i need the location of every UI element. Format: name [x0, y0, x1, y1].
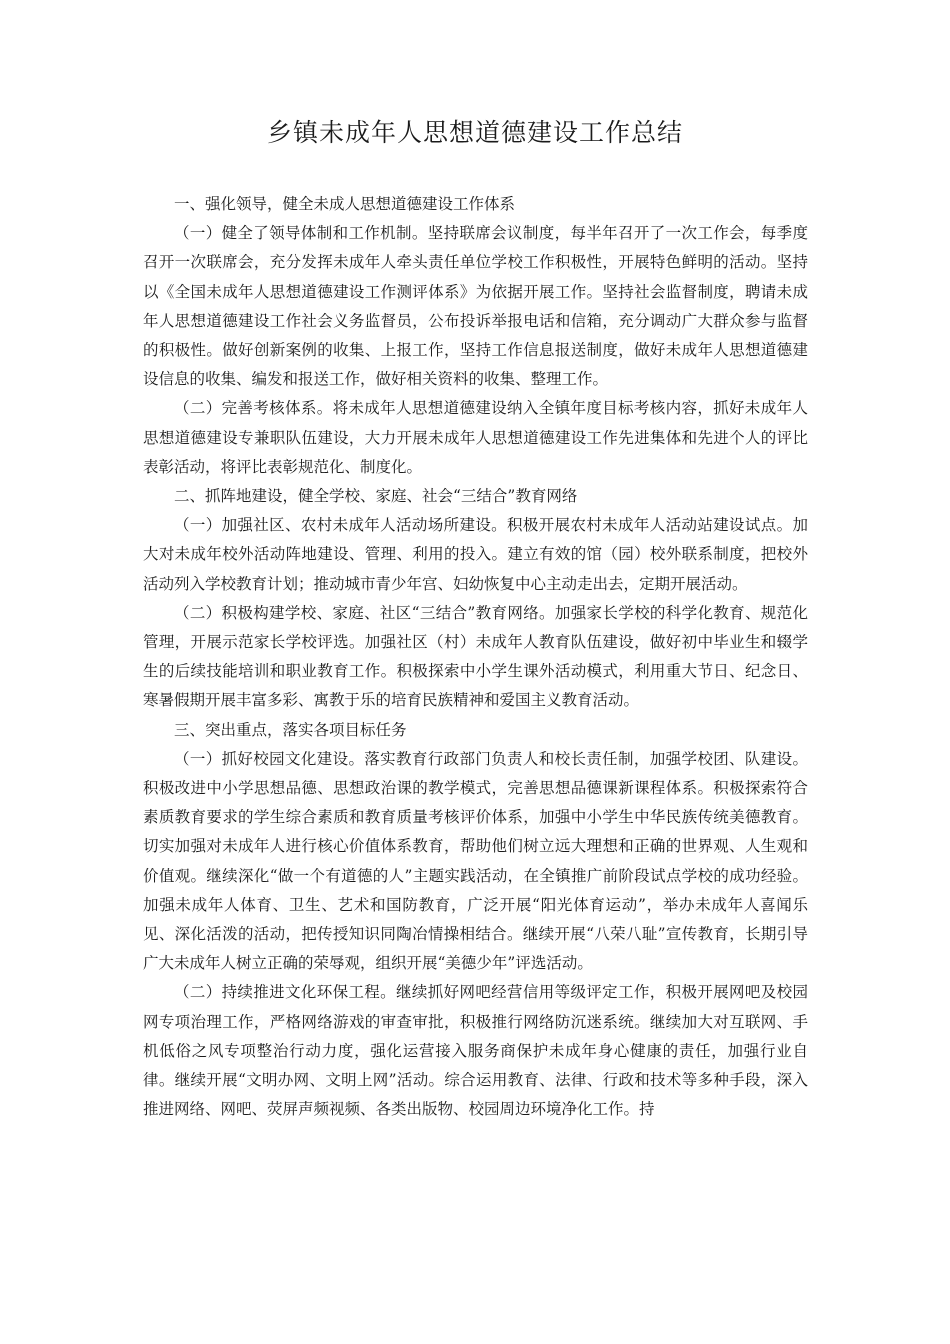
body-paragraph: （一）抓好校园文化建设。落实教育行政部门负责人和校长责任制，加强学校团、队建设。积极改进中小学思想品德、思想政治课的教学模式，完善思想品德课新课程体系。积极探索符合素质教育要求的学生综合素质和教育质量考核评价体系，加强中小学生中华民族传统美德教育。切实加强对未成年人进行核心价值体系教育，帮助他们树立远大理想和正确的世界观、人生观和价值观。继续深化“做一个有道德的人”主题实践活动，在全镇推广前阶段试点学校的成功经验。加强未成年人体育、卫生、艺术和国防教育，广泛开展“阳光体育运动”，举办未成年人喜闻乐见、深化活泼的活动，把传授知识同陶冶情操相结合。继续开展“八荣八耻”宣传教育，长期引导广大未成年人树立正确的荣辱观，组织开展“美德少年”评选活动。 — [143, 749, 808, 973]
body-paragraph: （一）健全了领导体制和工作机制。坚持联席会议制度，每半年召开了一次工作会，每季度召开一次联席会，充分发挥未成年人牵头责任单位学校工作积极性，开展特色鲜明的活动。坚持以《全国未成年人思想道德建设工作测评体系》为依据开展工作。坚持社会监督制度，聘请未成年人思想道德建设工作社会义务监督员，公布投诉举报电话和信箱，充分调动广大群众参与监督的积极性。做好创新案例的收集、上报工作，坚持工作信息报送制度，做好未成年人思想道德建设信息的收集、编发和报送工作，做好相关资料的收集、整理工作。 — [143, 224, 808, 389]
body-paragraph: （一）加强社区、农村未成年人活动场所建设。积极开展农村未成年人活动站建设试点。加大对未成年校外活动阵地建设、管理、利用的投入。建立有效的馆（园）校外联系制度，把校外活动列入学校教育计划；推动城市青少年宫、妇幼恢复中心主动走出去，定期开展活动。 — [143, 516, 808, 593]
document-body — [143, 190, 808, 1125]
section-heading: 三、突出重点，落实各项目标任务 — [174, 720, 407, 739]
body-paragraph: （二）积极构建学校、家庭、社区“三结合”教育网络。加强家长学校的科学化教育、规范化管理，开展示范家长学校评选。加强社区（村）未成年人教育队伍建设，做好初中毕业生和辍学生的后续技能培训和职业教育工作。积极探索中小学生课外活动模式，利用重大节日、纪念日、寒暑假期开展丰富多彩、寓教于乐的培育民族精神和爱国主义教育活动。 — [143, 603, 808, 710]
section-heading: 一、强化领导，健全未成人思想道德建设工作体系 — [174, 195, 516, 213]
body-paragraph: （二）完善考核体系。将未成年人思想道德建设纳入全镇年度目标考核内容，抓好未成年人思想道德建设专兼职队伍建设，大力开展未成年人思想道德建设工作先进集体和先进个人的评比表彰活动，将评比表彰规范化、制度化。 — [143, 399, 808, 476]
document-title: 乡镇未成年人思想道德建设工作总结 — [266, 118, 683, 147]
section-heading: 二、抓阵地建设，健全学校、家庭、社会“三结合”教育网络 — [174, 487, 578, 506]
body-paragraph: （二）持续推进文化环保工程。继续抓好网吧经营信用等级评定工作，积极开展网吧及校园网专项治理工作，严格网络游戏的审查审批，积极推行网络防沉迷系统。继续加大对互联网、手机低俗之风专项整治行动力度，强化运营接入服务商保护未成年身心健康的责任，加强行业自律。继续开展“文明办网、文明上网”活动。综合运用教育、法律、行政和技术等多种手段，深入推进网络、网吧、荧屏声频视频、各类出版物、校园周边环境净化工作。持 — [143, 983, 808, 1119]
